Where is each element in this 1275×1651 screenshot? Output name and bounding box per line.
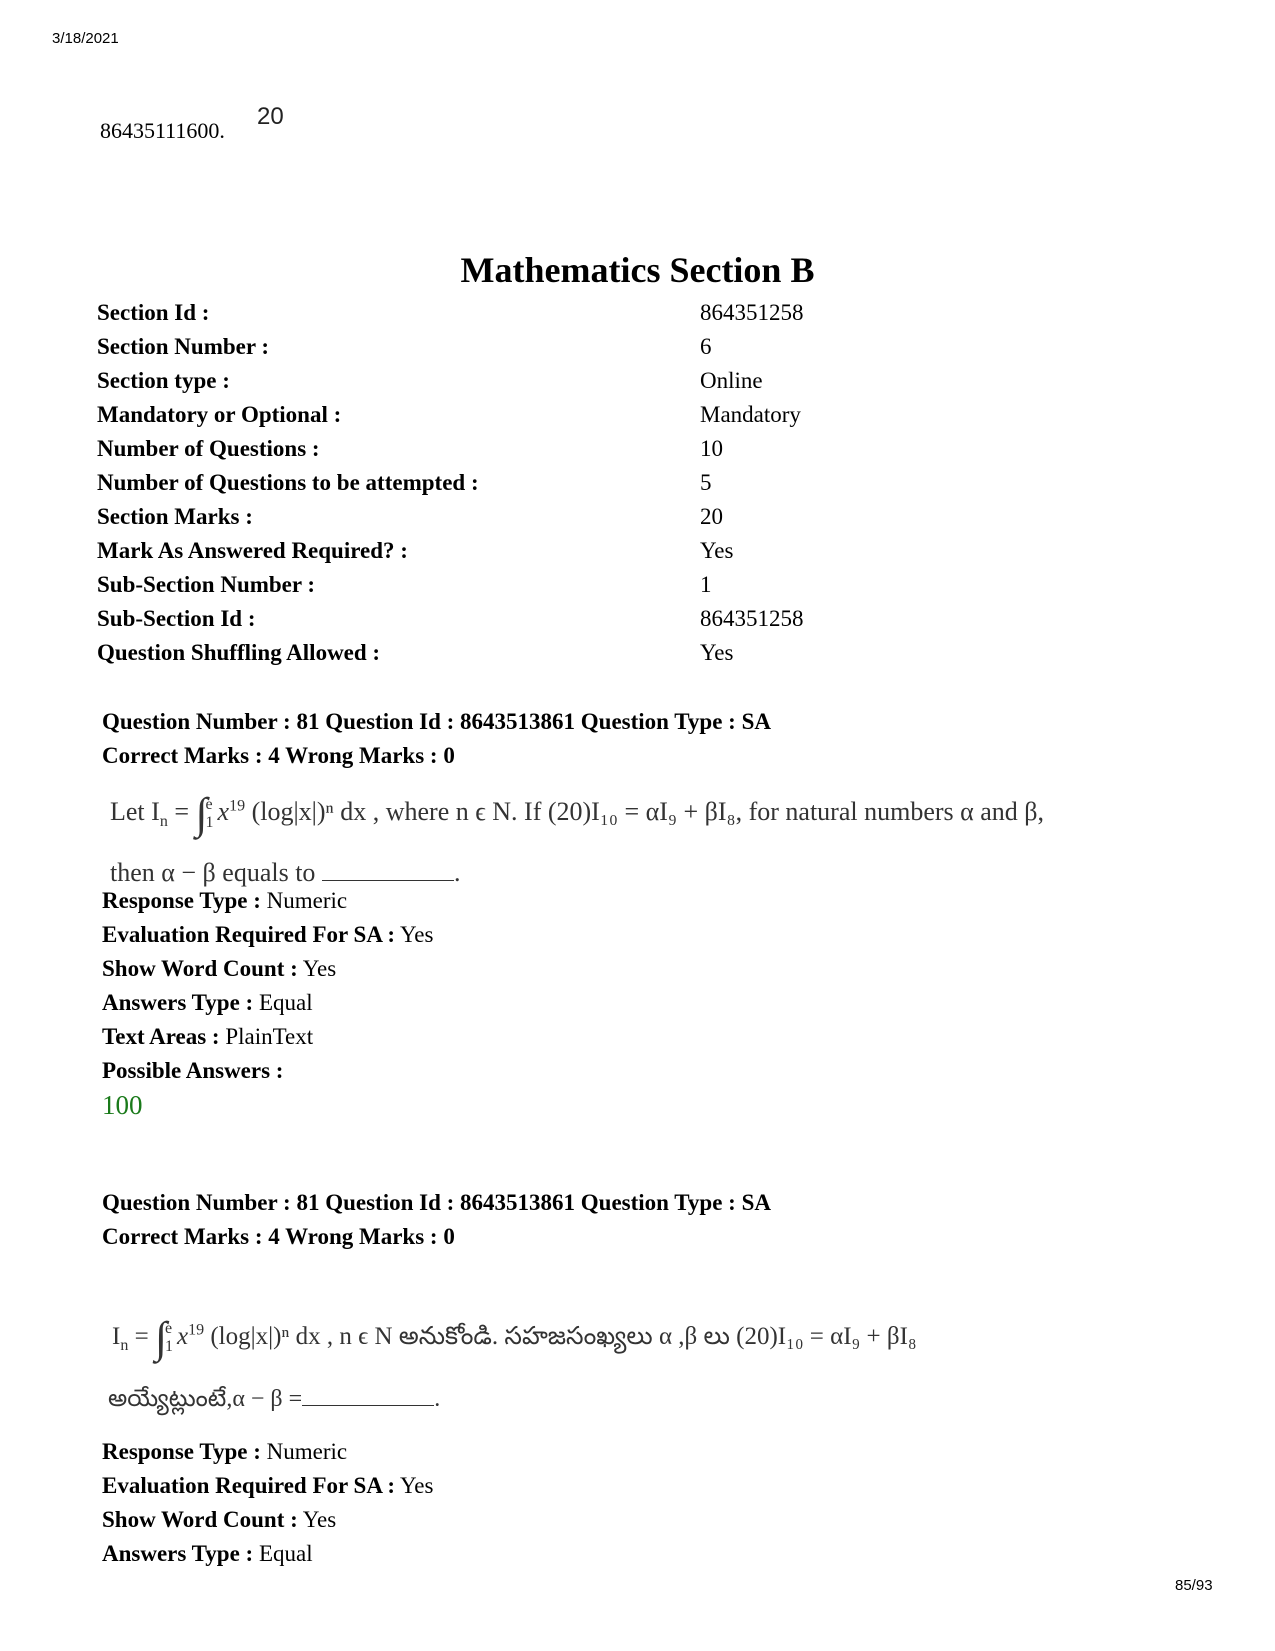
field-label: Section Id : — [97, 300, 210, 325]
field-label: Section Number : — [97, 334, 270, 359]
field-label: Sub-Section Number : — [97, 572, 316, 597]
meta-label: Show Word Count : — [102, 956, 298, 981]
meta-row — [102, 1503, 433, 1537]
question-meta — [102, 884, 433, 1122]
section-title: Mathematics Section B — [460, 250, 815, 290]
meta-row — [102, 986, 433, 1020]
meta-label: Answers Type : — [102, 990, 254, 1015]
question-meta — [102, 1435, 433, 1571]
field-value: 864351258 — [700, 300, 804, 325]
meta-label: Response Type : — [102, 1439, 261, 1464]
meta-value: Yes — [400, 1473, 434, 1498]
question-marks: Correct Marks : 4 Wrong Marks : 0 — [102, 1224, 455, 1249]
question-block — [102, 705, 771, 773]
question-text-prefix: Let I — [110, 797, 160, 826]
meta-label: Response Type : — [102, 888, 261, 913]
meta-value: Yes — [400, 922, 434, 947]
field-value: Mandatory — [700, 402, 801, 427]
field-label: Question Shuffling Allowed : — [97, 640, 381, 665]
field-value: 864351258 — [700, 606, 804, 631]
integral-sign: ∫ — [154, 1313, 167, 1362]
upper-limit: e — [205, 796, 213, 814]
meta-row — [102, 1469, 433, 1503]
meta-row — [102, 884, 433, 918]
meta-value: Numeric — [266, 1439, 348, 1464]
question-header: Question Number : 81 Question Id : 8643513861 Question Type : SA — [102, 709, 771, 734]
meta-value: Equal — [258, 990, 313, 1015]
field-label: Number of Questions to be attempted : — [97, 470, 479, 495]
page-number: 85/93 — [1175, 1577, 1213, 1594]
field-label: Mark As Answered Required? : — [97, 538, 408, 563]
question-text-image: $I_n = \int e$ 1 $x^{19}$ (log|x|)ⁿ dx , n ϵ N అనుకోండి. సహజసంఖ్యలు α ,β లు (20)I₁₀ = αI₉ + βI₈ — [112, 1313, 917, 1362]
answer-blank — [302, 1385, 434, 1406]
meta-label: Answers Type : — [102, 1541, 254, 1566]
field-label: Section type : — [97, 368, 230, 393]
meta-label: Evaluation Required For SA : — [102, 1473, 396, 1498]
question-text-line2: then α − β equals to . — [110, 858, 461, 887]
integrand-variable: x — [217, 797, 230, 826]
question-block — [102, 1186, 771, 1254]
question-text-rest: (log|x|)ⁿ dx , n ϵ N అనుకోండి. సహజసంఖ్యలు α ,β లు (20)I₁₀ = αI₉ + βI₈ — [210, 1323, 917, 1350]
field-value: 10 — [700, 436, 723, 461]
meta-row — [102, 918, 433, 952]
field-label: Sub-Section Id : — [97, 606, 256, 631]
field-label: Mandatory or Optional : — [97, 402, 342, 427]
field-label: Section Marks : — [97, 504, 253, 529]
previous-answer-image-text: 20 — [257, 103, 284, 130]
field-value: Yes — [700, 538, 734, 563]
meta-label: Evaluation Required For SA : — [102, 922, 396, 947]
question-text-line2-text: then α − β equals to — [110, 858, 316, 887]
meta-row — [102, 1435, 433, 1469]
possible-answer: 100 — [102, 1090, 143, 1120]
field-label: Number of Questions : — [97, 436, 320, 461]
field-value: 20 — [700, 504, 723, 529]
field-value: 5 — [700, 470, 712, 495]
integral-sign: ∫ — [195, 789, 208, 838]
meta-row — [102, 1020, 433, 1054]
meta-label: Show Word Count : — [102, 1507, 298, 1532]
question-text-line2: అయ్యేట్లుంటే,α − β = . — [108, 1386, 441, 1412]
meta-row — [102, 1537, 433, 1571]
meta-value: Yes — [302, 956, 337, 981]
question-text-rest: (log|x|)ⁿ dx , where n ϵ N. If (20)I₁₀ = αI₉ + βI₈, for natural numbers α and β, — [251, 797, 1045, 826]
question-header: Question Number : 81 Question Id : 8643513861 Question Type : SA — [102, 1190, 771, 1215]
meta-value: Equal — [258, 1541, 313, 1566]
field-value: 1 — [700, 572, 712, 597]
meta-value: PlainText — [225, 1024, 314, 1049]
field-value: Yes — [700, 640, 734, 665]
meta-row — [102, 952, 433, 986]
field-value: Online — [700, 368, 763, 393]
question-text-image: Let $I_n = \int e$ 1 $x^{19}$ (log|x|)ⁿ dx , where n ϵ N. If (20)I₁₀ = αI₉ + βI₈, for natural numbers α and β, — [110, 789, 1045, 838]
previous-answer-text: 86435111600. — [100, 118, 225, 143]
question-marks: Correct Marks : 4 Wrong Marks : 0 — [102, 743, 455, 768]
meta-value: Numeric — [266, 888, 348, 913]
print-date: 3/18/2021 — [52, 30, 119, 47]
field-value: 6 — [700, 334, 712, 359]
meta-row — [102, 1054, 433, 1088]
answer-blank — [322, 860, 454, 881]
meta-label: Text Areas : — [102, 1024, 220, 1049]
question-text-line2-text: అయ్యేట్లుంటే,α − β = — [108, 1386, 303, 1412]
meta-value: Yes — [302, 1507, 337, 1532]
meta-label: Possible Answers : — [102, 1058, 284, 1083]
lower-limit: 1 — [205, 814, 214, 832]
